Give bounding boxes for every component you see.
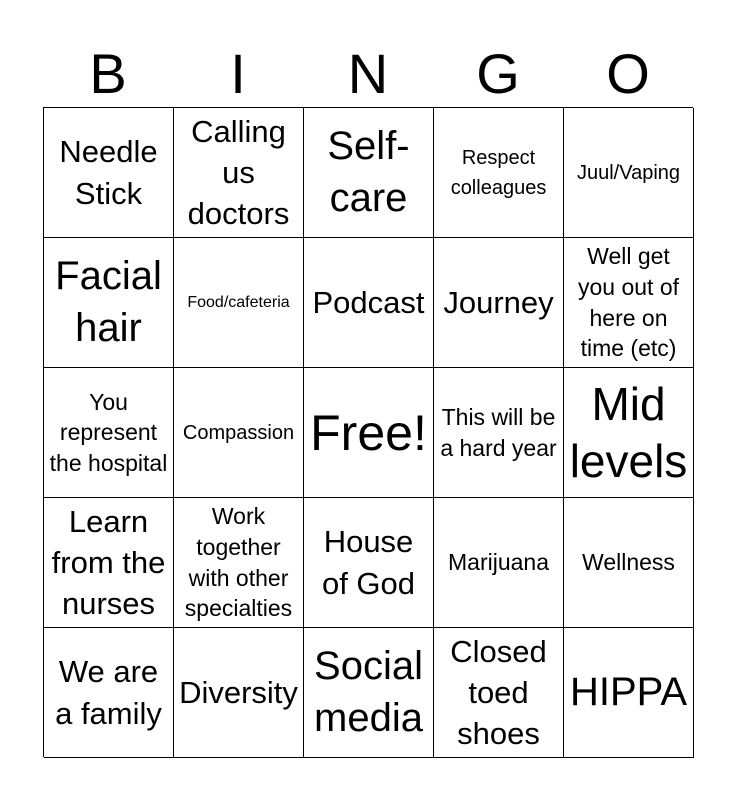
bingo-cell[interactable] xyxy=(44,498,174,628)
cell-label: This will be a hard year xyxy=(440,403,557,461)
bingo-cell[interactable] xyxy=(44,108,174,238)
bingo-cell[interactable] xyxy=(174,108,304,238)
bingo-cell[interactable] xyxy=(44,368,174,498)
cell-label: Well get you out of here on time (etc) xyxy=(577,243,680,362)
bingo-cell[interactable] xyxy=(564,238,694,368)
cell-label: Closed toed shoes xyxy=(450,633,547,752)
cell-label: Calling us doctors xyxy=(187,113,290,232)
bingo-cell[interactable] xyxy=(434,368,564,498)
header-letter-g: G xyxy=(476,42,520,105)
bingo-cell[interactable] xyxy=(564,498,694,628)
bingo-cell[interactable] xyxy=(304,498,434,628)
bingo-cell[interactable] xyxy=(174,498,304,628)
cell-label: Free! xyxy=(310,404,427,461)
header-letter-b: B xyxy=(89,42,127,105)
cell-label: Compassion xyxy=(182,421,295,444)
cell-label: Needle Stick xyxy=(59,134,158,211)
bingo-cell[interactable] xyxy=(304,108,434,238)
bingo-cell[interactable] xyxy=(304,238,434,368)
cell-label: Diversity xyxy=(179,674,298,710)
cell-label: House of God xyxy=(321,524,416,601)
bingo-cell[interactable] xyxy=(434,238,564,368)
header-letter-o: O xyxy=(606,42,650,105)
cell-label: Respect colleagues xyxy=(450,146,547,199)
cell-label: Self-care xyxy=(327,124,410,220)
cell-label: Social media xyxy=(314,644,423,740)
cell-label: Wellness xyxy=(582,549,675,576)
bingo-cell[interactable] xyxy=(434,498,564,628)
cell-label: Marijuana xyxy=(448,549,549,576)
bingo-cell[interactable] xyxy=(44,628,174,758)
bingo-cell[interactable] xyxy=(564,368,694,498)
bingo-board xyxy=(43,107,693,757)
cell-label: We are a family xyxy=(55,654,162,731)
bingo-cell[interactable] xyxy=(304,628,434,758)
cell-label: Juul/Vaping xyxy=(576,161,681,184)
bingo-cell[interactable] xyxy=(564,108,694,238)
cell-label: Mid levels xyxy=(569,378,688,487)
cell-label: Work together with other specialties xyxy=(184,503,293,622)
bingo-cell[interactable] xyxy=(174,628,304,758)
bingo-cell[interactable] xyxy=(564,628,694,758)
cell-label: Journey xyxy=(443,284,554,320)
bingo-cell[interactable] xyxy=(434,108,564,238)
header-letter-i: I xyxy=(230,42,246,105)
cell-label: Food/cafeteria xyxy=(187,293,290,311)
bingo-cell[interactable] xyxy=(434,628,564,758)
header-letter-n: N xyxy=(347,42,389,105)
bingo-header xyxy=(43,40,693,108)
bingo-cell[interactable] xyxy=(174,238,304,368)
bingo-cell[interactable] xyxy=(44,238,174,368)
cell-label: Podcast xyxy=(312,284,425,320)
free-space[interactable] xyxy=(304,368,434,498)
cell-label: HIPPA xyxy=(569,669,688,714)
cell-label: Facial hair xyxy=(55,254,162,350)
cell-label: Learn from the nurses xyxy=(51,503,166,622)
cell-label: You represent the hospital xyxy=(49,388,168,476)
bingo-cell[interactable] xyxy=(174,368,304,498)
